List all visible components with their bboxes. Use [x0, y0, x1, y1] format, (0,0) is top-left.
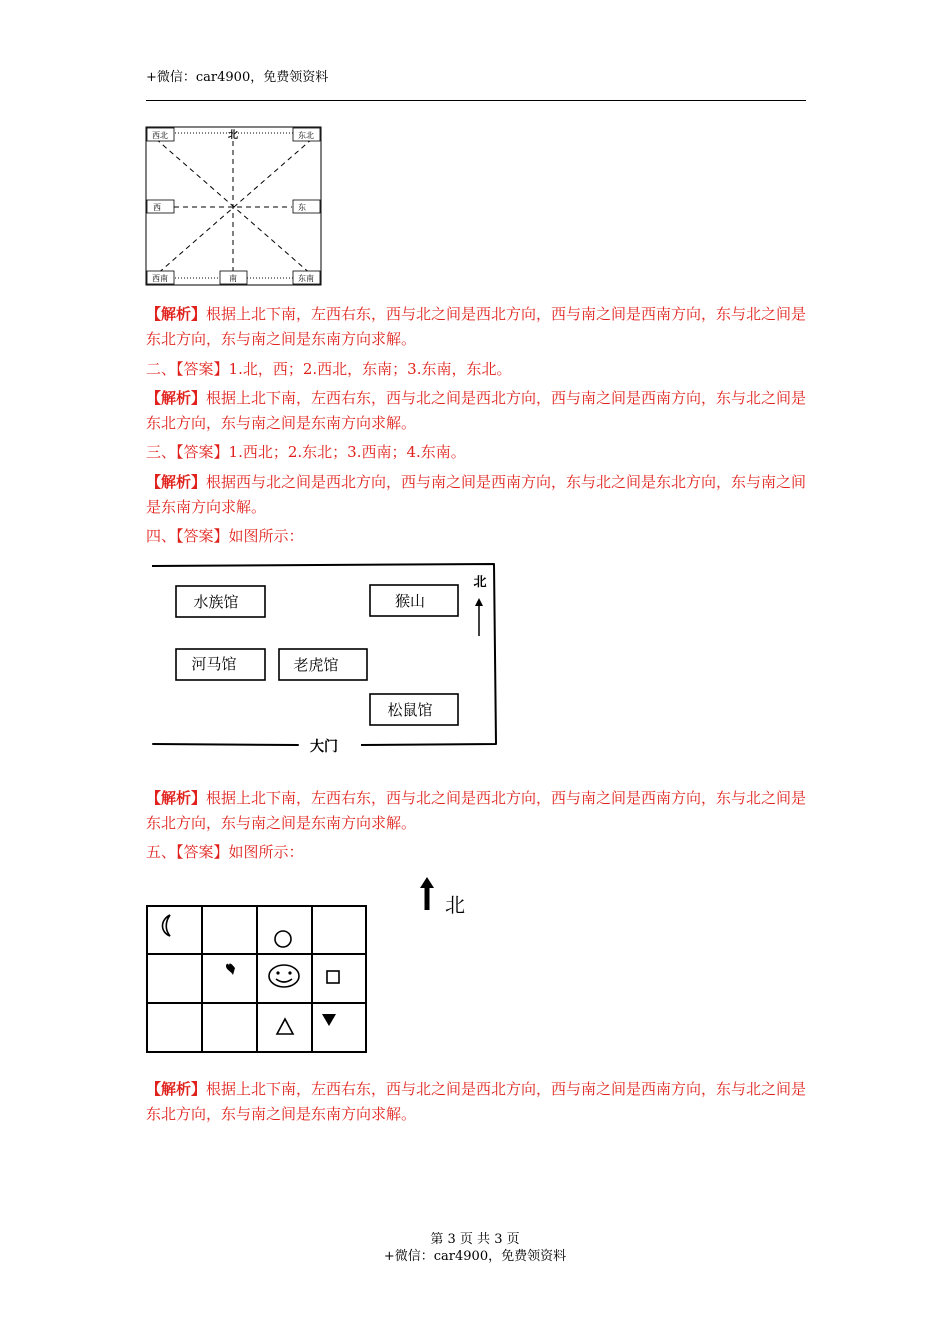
compass-north-label: 北	[228, 130, 238, 141]
analysis-text: 根据上北下南，左西右东，西与北之间是西北方向，西与南之间是西南方向，东与北之间是东北方向，东与南之间是东南方向求解。	[146, 1080, 807, 1123]
compass-northeast-label: 东北	[298, 131, 314, 140]
answer-text: 1.西北；2.东北；3.西南；4.东南。	[228, 443, 466, 461]
answer-number: 三、	[146, 443, 177, 461]
answer-number: 五、	[146, 843, 177, 861]
analysis-tag: 【解析】	[146, 389, 207, 407]
answer-text: 如图所示：	[228, 843, 304, 861]
page-header: +微信：car4900，免费领资料	[146, 70, 329, 85]
analysis-text: 根据上北下南，左西右东，西与北之间是西北方向，西与南之间是西南方向，东与北之间是东北方向，东与南之间是东南方向求解。	[146, 389, 807, 432]
analysis-3	[146, 470, 808, 520]
analysis-2	[146, 386, 808, 436]
grid-north-label: 北	[445, 893, 465, 917]
answer-text: 如图所示：	[228, 527, 304, 545]
analysis-5	[146, 1077, 808, 1127]
answer-tag: 【答案】	[176, 360, 229, 378]
down-triangle-icon	[322, 1014, 336, 1026]
answer-text: 1.北，西；2.西北，东南；3.东南，东北。	[228, 360, 512, 378]
answer-tag: 【答案】	[176, 443, 229, 461]
analysis-text: 根据西与北之间是西北方向，西与南之间是西南方向，东与北之间是东北方向，东与南之间是东南方向求解。	[146, 473, 807, 516]
north-label: 北	[473, 575, 487, 590]
analysis-tag: 【解析】	[146, 789, 207, 807]
monkey-hill-label: 猴山	[394, 592, 426, 610]
north-arrow-icon	[475, 598, 483, 636]
answer-number: 四、	[146, 527, 177, 545]
header-divider	[146, 100, 806, 101]
north-arrow-icon	[420, 877, 434, 910]
answer-tag: 【答案】	[176, 527, 229, 545]
tiger-label: 老虎馆	[293, 656, 339, 674]
page-number: 第 3 页 共 3 页	[430, 1232, 520, 1247]
analysis-tag: 【解析】	[146, 473, 207, 491]
grid-map	[140, 870, 480, 1060]
analysis-1	[146, 302, 808, 352]
answer-4	[146, 524, 808, 549]
page-footer: +微信：car4900，免费领资料	[383, 1249, 567, 1264]
zoo-map	[146, 558, 502, 758]
analysis-tag: 【解析】	[146, 305, 207, 323]
aquarium-label: 水族馆	[193, 593, 239, 611]
answer-number: 二、	[146, 360, 177, 378]
compass-southeast-label: 东南	[298, 274, 314, 283]
answer-3	[146, 440, 808, 465]
circle-icon	[275, 931, 291, 947]
squirrel-label: 松鼠馆	[387, 701, 433, 719]
compass-west-label: 西	[153, 203, 161, 212]
compass-south-label: 南	[229, 274, 237, 283]
analysis-text: 根据上北下南，左西右东，西与北之间是西北方向，西与南之间是西南方向，东与北之间是东北方向，东与南之间是东南方向求解。	[146, 789, 807, 832]
gate-label: 大门	[310, 739, 338, 755]
compass-diagram	[144, 125, 324, 287]
answer-2	[146, 357, 808, 382]
triangle-icon	[277, 1019, 293, 1034]
analysis-text: 根据上北下南，左西右东，西与北之间是西北方向，西与南之间是西南方向，东与北之间是东北方向，东与南之间是东南方向求解。	[146, 305, 807, 348]
analysis-tag: 【解析】	[146, 1080, 207, 1098]
compass-east-label: 东	[298, 203, 306, 212]
smiley-icon	[269, 965, 299, 987]
moon-icon	[163, 915, 171, 936]
compass-southwest-label: 西南	[152, 274, 168, 283]
hippo-label: 河马馆	[191, 655, 237, 673]
heart-icon	[226, 964, 235, 975]
answer-5	[146, 840, 808, 865]
analysis-4	[146, 786, 808, 836]
compass-northwest-label: 西北	[152, 131, 168, 140]
square-icon	[327, 971, 339, 983]
answer-tag: 【答案】	[176, 843, 229, 861]
